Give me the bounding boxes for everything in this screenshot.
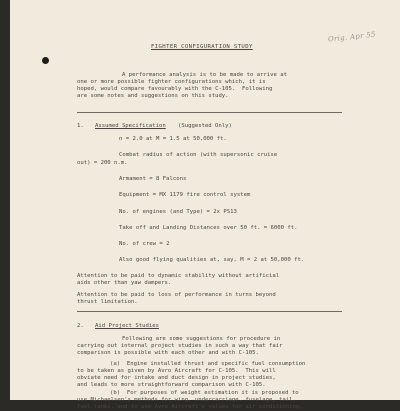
divider-rule-2	[77, 311, 342, 312]
section-2-heading: Aid Project Studies	[95, 323, 159, 329]
intro-line-3: hoped, would compare favourably with the C-105. Following	[77, 86, 273, 92]
intro-line-1: A performance analysis is to be made to arrive at	[122, 72, 288, 78]
divider-rule	[77, 112, 342, 113]
section-1-number: 1.	[77, 123, 84, 129]
spec-equipment: Equipment = MX 1179 fire control system	[119, 192, 251, 198]
spec-flying-qualities: Also good flying qualities at, say, M = 2 at 50,000 ft.	[119, 257, 305, 263]
spec-load-factor: n = 2.0 at M = 1.5 at 50,000 ft.	[119, 136, 227, 142]
section-1-heading-note: (Suggested Only)	[178, 123, 232, 129]
note-turns-2: thrust limitation.	[77, 299, 138, 305]
section-2-number: 2.	[77, 323, 84, 329]
spec-crew: No. of crew = 2	[119, 241, 170, 247]
para-b-1: (b) For purposes of weight estimation it is proposed to	[110, 390, 299, 396]
note-stability-1: Attention to be paid to dynamic stability without artificial	[77, 273, 280, 279]
spec-takeoff-landing: Take off and Landing Distances over 50 ft. = 6000 ft.	[119, 225, 298, 231]
document-page	[10, 0, 400, 410]
para-a-3: obviate need for intake and duct design in project studies,	[77, 375, 276, 381]
para-a-4: and leads to more straightforward comparison with C-105.	[77, 382, 266, 388]
handwritten-note: Orig. Apr 55	[327, 30, 377, 44]
para-a-2: to be taken as given by Avro Aircraft for C-105. This will	[77, 368, 276, 374]
para-a-1: (a) Engine installed thrust and specific fuel consumption	[110, 361, 306, 367]
note-stability-2: aids other than yaw dampers.	[77, 280, 172, 286]
section-2-intro-2: carrying out internal project studies in such a way that fair	[77, 343, 283, 349]
section-1-heading: Assumed Specification	[95, 123, 166, 129]
punch-hole	[42, 57, 49, 64]
para-b-2: use Michaelsen's methods for wing, undercarriage, fuselage, tail,	[77, 397, 296, 403]
spec-engines: No. of engines (and Type) = 2x PS13	[119, 209, 237, 215]
spec-armament: Armament = 8 Falcons	[119, 176, 187, 182]
section-2-intro-3: comparison is possible with each other and with C-105.	[77, 350, 259, 356]
spec-combat-radius: Combat radius of action (with supersonic cruise	[119, 152, 278, 158]
section-2-intro-1: Following are some suggestions for procedure in	[122, 336, 281, 342]
spec-combat-radius-cont: out) = 200 n.m.	[77, 160, 128, 166]
document-title: FIGHTER CONFIGURATION STUDY	[151, 44, 253, 50]
intro-line-4: are some notes and suggestions on this study.	[77, 93, 229, 99]
para-b-3: fuel tanks, and to use Avro Aircraft's values for air conditioning,	[77, 404, 303, 410]
intro-line-2: one or more possible fighter configurations which, it is	[77, 79, 266, 85]
note-turns-1: Attention to be paid to loss of performance in turns beyond	[77, 292, 276, 298]
